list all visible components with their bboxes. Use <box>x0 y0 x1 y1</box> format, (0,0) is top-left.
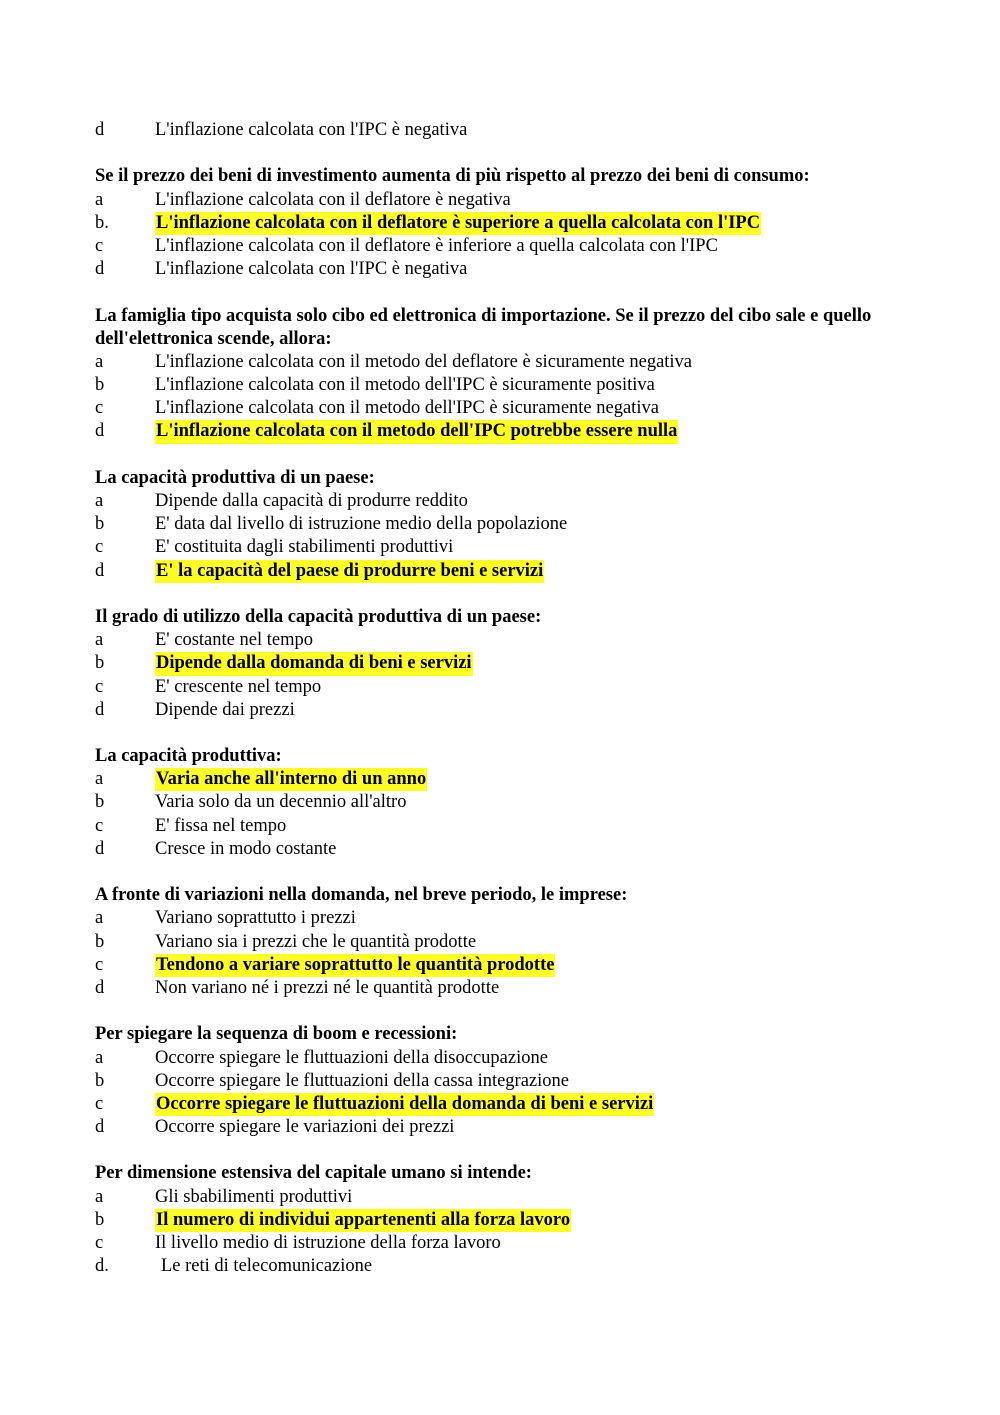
option-letter: b <box>95 514 105 535</box>
option-letter: c <box>95 676 104 697</box>
option-letter: c <box>95 954 104 975</box>
option-text: L'inflazione calcolata con l'IPC è negativa <box>155 120 468 140</box>
answer-option <box>95 258 975 281</box>
question-text: Per dimensione estensiva del capitale umano si intende: <box>95 1163 532 1184</box>
answer-option <box>95 1255 975 1278</box>
question-text: La capacità produttiva: <box>95 746 282 767</box>
answer-option <box>95 119 975 142</box>
answer-option <box>95 1093 975 1116</box>
correct-answer-highlight: L'inflazione calcolata con il deflatore è superiore a quella calcolata con l'IPC <box>155 212 761 235</box>
correct-answer-highlight: Varia anche all'interno di un anno <box>155 768 427 791</box>
answer-option <box>95 351 975 374</box>
option-letter: a <box>95 769 104 790</box>
blank-line <box>95 142 975 165</box>
answer-option <box>95 791 975 814</box>
answer-option <box>95 397 975 420</box>
answer-option <box>95 420 975 443</box>
option-letter: a <box>95 491 104 512</box>
option-text: E' data dal livello di istruzione medio della popolazione <box>155 514 568 535</box>
option-letter: c <box>95 815 104 836</box>
option-letter: c <box>95 398 104 419</box>
answer-option <box>95 977 975 1000</box>
answer-option <box>95 536 975 559</box>
option-text: Cresce in modo costante <box>155 838 337 859</box>
correct-answer-highlight: Tendono a variare soprattutto le quantità prodotte <box>155 954 555 977</box>
answer-option <box>95 374 975 397</box>
question-text: A fronte di variazioni nella domanda, nel breve periodo, le imprese: <box>95 885 628 906</box>
option-letter: c <box>95 537 104 558</box>
option-letter: b <box>95 1070 105 1091</box>
correct-answer-highlight: Il numero di individui appartenenti alla forza lavoro <box>155 1209 571 1232</box>
option-text: E' costituita dagli stabilimenti produttivi <box>155 537 454 558</box>
option-text: L'inflazione calcolata con il deflatore è negativa <box>155 189 511 210</box>
option-letter: b <box>95 653 105 674</box>
option-text: Il livello medio di istruzione della forza lavoro <box>155 1233 501 1254</box>
document-page <box>95 119 975 1278</box>
blank-line <box>95 444 975 467</box>
option-text: Non variano né i prezzi né le quantità prodotte <box>155 977 500 998</box>
option-letter: d <box>95 699 105 720</box>
correct-answer-highlight: Dipende dalla domanda di beni e servizi <box>155 652 473 675</box>
answer-option <box>95 513 975 536</box>
option-text: Occorre spiegare le fluttuazioni della cassa integrazione <box>155 1070 569 1091</box>
option-text: E' costante nel tempo <box>155 630 313 651</box>
answer-option <box>95 1070 975 1093</box>
option-letter: d <box>95 1117 105 1138</box>
correct-answer-highlight: Occorre spiegare le fluttuazioni della domanda di beni e servizi <box>155 1093 654 1116</box>
option-letter: b <box>95 792 105 813</box>
option-text: Variano sia i prezzi che le quantità prodotte <box>155 931 477 952</box>
blank-line <box>95 281 975 304</box>
option-letter: a <box>95 189 104 210</box>
answer-option <box>95 1232 975 1255</box>
option-text: L'inflazione calcolata con l'IPC è negativa <box>155 259 468 280</box>
option-letter: c <box>95 1093 104 1114</box>
option-text: Varia solo da un decennio all'altro <box>155 792 407 813</box>
correct-answer-highlight: L'inflazione calcolata con il metodo dell'IPC potrebbe essere nulla <box>155 420 678 443</box>
answer-option <box>95 907 975 930</box>
answer-option <box>95 629 975 652</box>
option-text: Occorre spiegare le variazioni dei prezzi <box>155 1117 455 1138</box>
option-letter: a <box>95 630 104 651</box>
blank-line <box>95 722 975 745</box>
question-text: La capacità produttiva di un paese: <box>95 467 375 488</box>
question-text: La famiglia tipo acquista solo cibo ed elettronica di importazione. Se il prezzo del cibo sale e quello dell'elettronica scende, allora: <box>95 305 872 349</box>
option-letter: d <box>95 259 105 280</box>
answer-option <box>95 212 975 235</box>
answer-option <box>95 652 975 675</box>
blank-line <box>95 583 975 606</box>
blank-line <box>95 1000 975 1023</box>
option-text: L'inflazione calcolata con il metodo dell'IPC è sicuramente positiva <box>155 375 655 396</box>
question-text: Il grado di utilizzo della capacità produttiva di un paese: <box>95 606 542 627</box>
option-text: Gli sbabilimenti produttivi <box>155 1186 353 1207</box>
option-letter: a <box>95 908 104 929</box>
question-text: Se il prezzo dei beni di investimento aumenta di più rispetto al prezzo dei beni di consumo: <box>95 166 810 187</box>
question-text: Per spiegare la sequenza di boom e recessioni: <box>95 1024 458 1045</box>
option-letter: d <box>95 977 105 998</box>
option-text: L'inflazione calcolata con il deflatore è inferiore a quella calcolata con l'IPC <box>155 235 718 256</box>
correct-answer-highlight: E' la capacità del paese di produrre beni e servizi <box>155 560 544 583</box>
option-text: Dipende dai prezzi <box>155 699 295 720</box>
answer-option <box>95 1047 975 1070</box>
answer-option <box>95 838 975 861</box>
answer-option <box>95 189 975 212</box>
option-text: Dipende dalla capacità di produrre reddito <box>155 491 468 512</box>
option-letter: d <box>95 421 105 442</box>
option-letter: d <box>95 120 105 140</box>
option-letter: c <box>95 1233 104 1254</box>
answer-option <box>95 1116 975 1139</box>
option-text: E' crescente nel tempo <box>155 676 322 697</box>
option-letter: a <box>95 351 104 372</box>
option-letter: b. <box>95 212 109 233</box>
answer-option <box>95 954 975 977</box>
option-letter: b <box>95 931 105 952</box>
answer-option <box>95 560 975 583</box>
option-letter: d <box>95 560 105 581</box>
answer-option <box>95 699 975 722</box>
blank-line <box>95 861 975 884</box>
option-text: E' fissa nel tempo <box>155 815 287 836</box>
option-letter: d <box>95 838 105 859</box>
answer-option <box>95 931 975 954</box>
option-letter: a <box>95 1047 104 1068</box>
answer-option <box>95 490 975 513</box>
option-text: Le reti di telecomunicazione <box>161 1256 373 1277</box>
blank-line <box>95 1139 975 1162</box>
option-text: Occorre spiegare le fluttuazioni della disoccupazione <box>155 1047 548 1068</box>
answer-option <box>95 1209 975 1232</box>
option-letter: c <box>95 235 104 256</box>
answer-option <box>95 1186 975 1209</box>
answer-option <box>95 676 975 699</box>
option-text: L'inflazione calcolata con il metodo dell'IPC è sicuramente negativa <box>155 398 659 419</box>
option-text: L'inflazione calcolata con il metodo del deflatore è sicuramente negativa <box>155 351 693 372</box>
option-letter: a <box>95 1186 104 1207</box>
option-letter: d. <box>95 1256 109 1277</box>
option-letter: b <box>95 1209 105 1230</box>
answer-option <box>95 815 975 838</box>
option-text: Variano soprattutto i prezzi <box>155 908 356 929</box>
answer-option <box>95 235 975 258</box>
answer-option <box>95 768 975 791</box>
option-letter: b <box>95 375 105 396</box>
